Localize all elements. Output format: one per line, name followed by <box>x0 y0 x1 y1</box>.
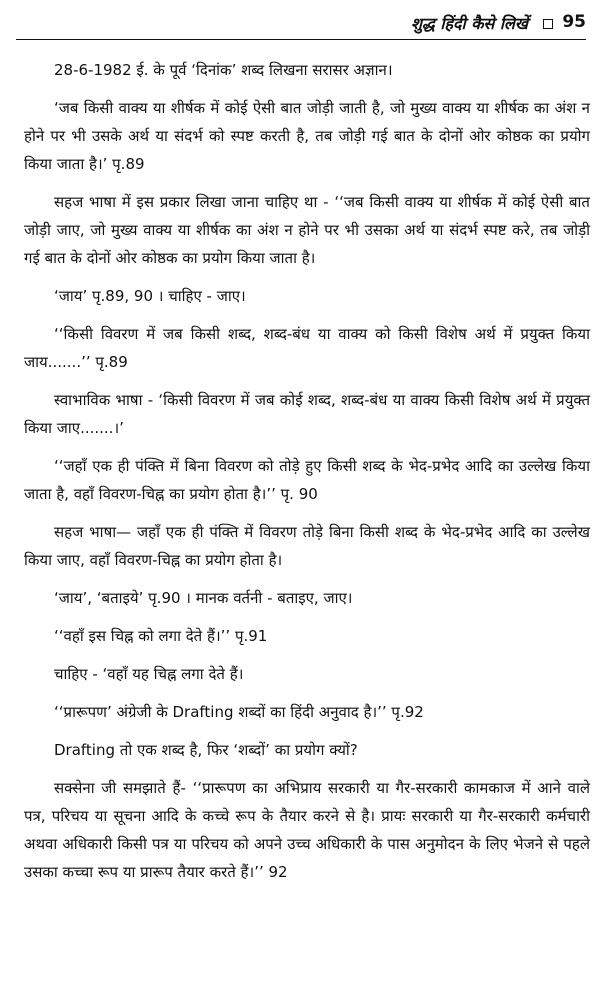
paragraph-8: सहज भाषा— जहाँ एक ही पंक्ति में विवरण तोड़े बिना किसी शब्द के भेद-प्रभेद आदि का उल्लेख किया जाए, वहाँ विवरण-चिह्न का प्रयोग होता है। <box>24 523 590 569</box>
header-rule <box>16 39 586 40</box>
page-number: 95 <box>562 12 586 32</box>
paragraph-6: स्वाभाविक भाषा - ‘किसी विवरण में जब कोई शब्द, शब्द-बंध या वाक्य किसी विशेष अर्थ में प्रयुक्त किया जाए.......।’ <box>24 391 590 437</box>
page-body <box>24 56 590 896</box>
paragraph-5: ‘‘किसी विवरण में जब किसी शब्द, शब्द-बंध या वाक्य को किसी विशेष अर्थ में प्रयुक्त किया जाय.......’’ पृ.89 <box>24 325 590 371</box>
paragraph-2: ‘जब किसी वाक्य या शीर्षक में कोई ऐसी बात जोड़ी जाती है, जो मुख्य वाक्य या शीर्षक का अंश न होने पर भी उसके अर्थ या संदर्भ को स्पष्ट करती है, तब जोड़ी गई बात के दोनों ओर कोष्ठक का प्रयोग किया जाता है।’ पृ.89 <box>24 99 590 173</box>
paragraph-11: चाहिए - ‘वहाँ यह चिह्न लगा देते हैं। <box>54 665 244 683</box>
square-bullet-icon <box>543 19 553 29</box>
running-title: शुद्ध हिंदी कैसे लिखें <box>411 14 528 33</box>
paragraph-10: ‘‘वहाँ इस चिह्न को लगा देते हैं।’’ पृ.91 <box>54 627 268 645</box>
paragraph-9: ‘जाय’, ‘बताइये’ पृ.90 । मानक वर्तनी - बताइए, जाए। <box>54 589 353 607</box>
paragraph-7: ‘‘जहाँ एक ही पंक्ति में बिना विवरण को तोड़े हुए किसी शब्द के भेद-प्रभेद आदि का उल्लेख किया जाता है, वहाँ विवरण-चिह्न का प्रयोग होता है।’’ पृ. 90 <box>24 457 590 503</box>
paragraph-1: 28-6-1982 ई. के पूर्व ‘दिनांक’ शब्द लिखना सरासर अज्ञान। <box>54 61 393 79</box>
paragraph-12: ‘‘प्रारूपण’ अंग्रेजी के Drafting शब्दों का हिंदी अनुवाद है।’’ पृ.92 <box>54 703 424 721</box>
paragraph-13: Drafting तो एक शब्द है, फिर ‘शब्दों’ का प्रयोग क्यों? <box>54 741 358 759</box>
page-header <box>0 0 600 40</box>
paragraph-3: सहज भाषा में इस प्रकार लिखा जाना चाहिए था - ‘‘जब किसी वाक्य या शीर्षक में कोई ऐसी बात जोड़ी जाए, जो मुख्य वाक्य या शीर्षक का अंश न होने पर भी उसका अर्थ या संदर्भ स्पष्ट करे, तब जोड़ी गई बात के दोनों ओर कोष्ठक का प्रयोग किया जाता है। <box>24 193 590 267</box>
paragraph-4: ‘जाय’ पृ.89, 90 । चाहिए - जाए। <box>54 287 246 305</box>
paragraph-14: सक्सेना जी समझाते हैं- ‘‘प्रारूपण का अभिप्राय सरकारी या गैर-सरकारी कामकाज में आने वाले पत्र, परिचय या सूचना आदि के कच्चे रूप के तैयार करने से है। प्रायः सरकारी या गैर-सरकारी कर्मचारी अथवा अधिकारी किसी पत्र या परिचय को अपने उच्च अधिकारी के पास अनुमोदन के लिए भेजने से पहले उसका कच्चा रूप या प्रारूप तैयार करते हैं।’’ 92 <box>24 779 590 881</box>
